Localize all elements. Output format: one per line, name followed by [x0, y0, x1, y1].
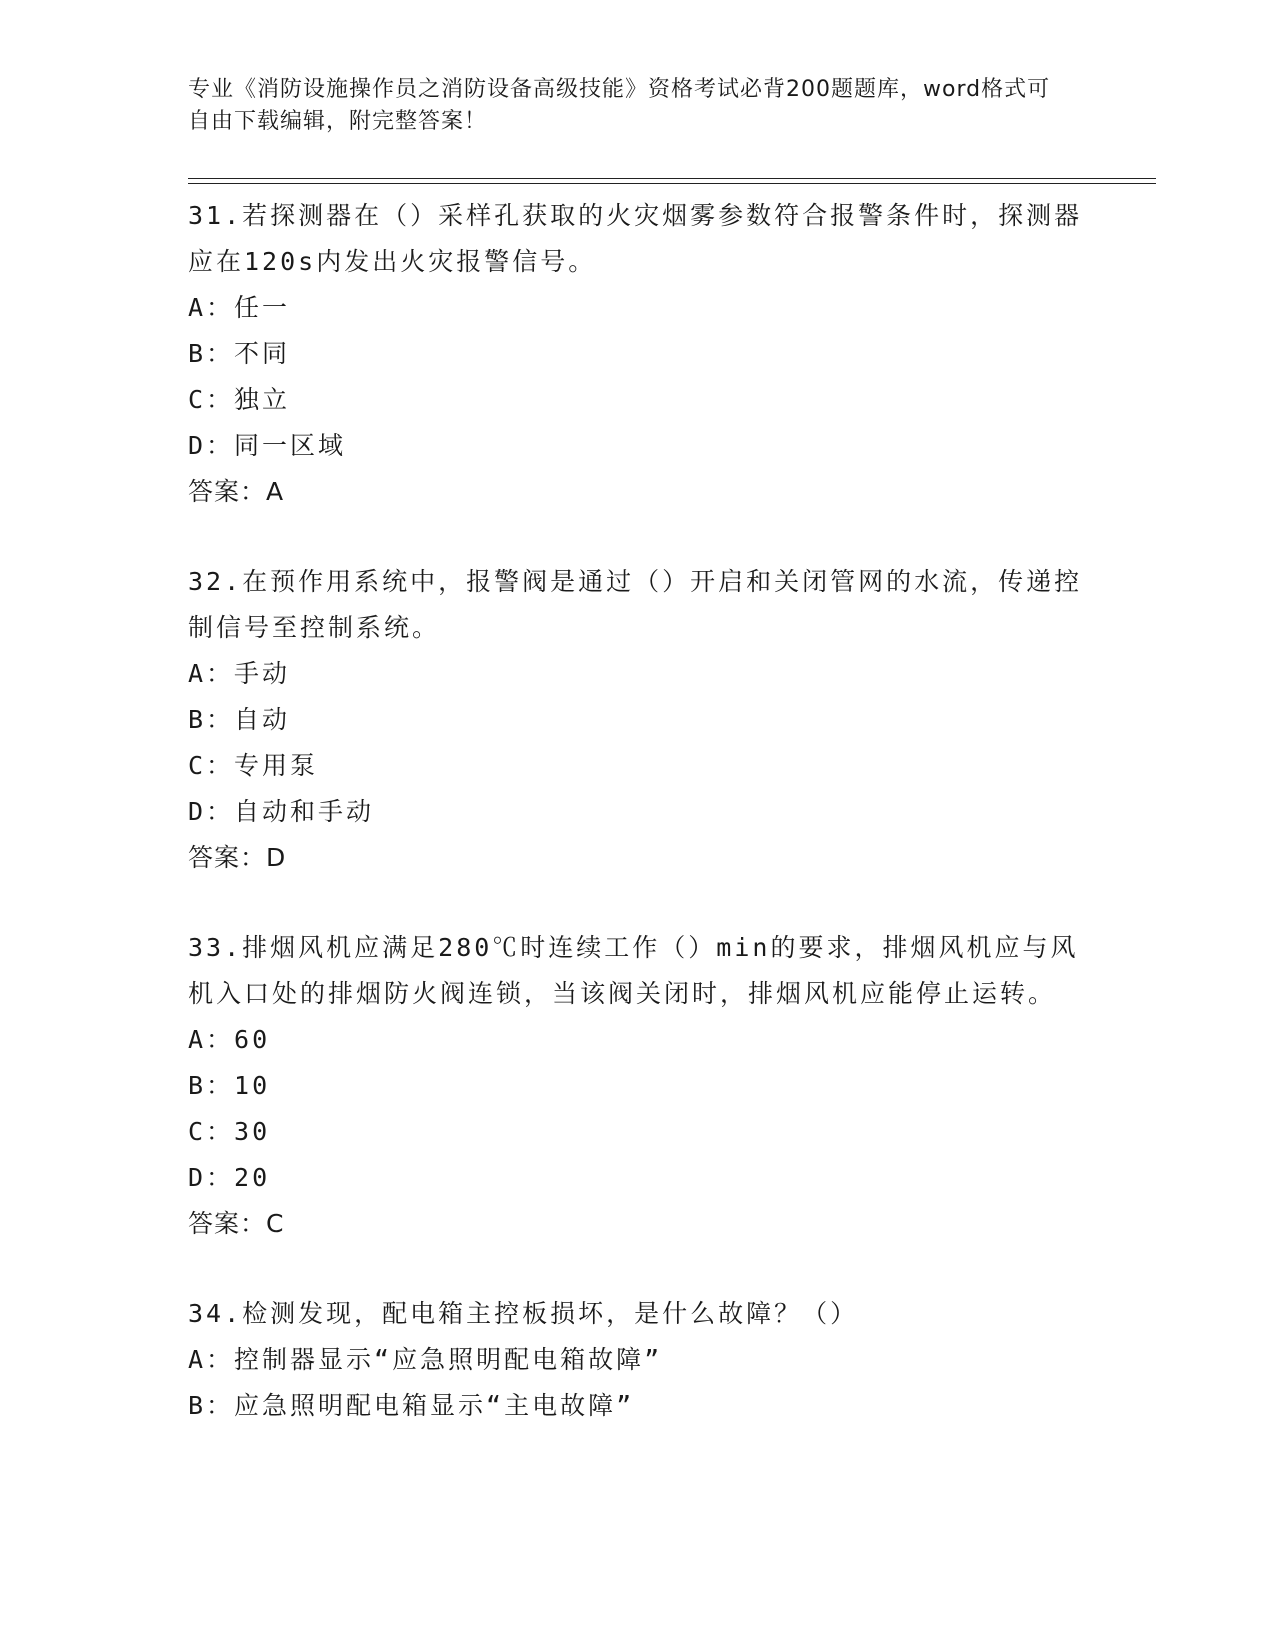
question-list	[188, 193, 1088, 1429]
option-c: C：专用泵	[188, 751, 319, 780]
question-34	[188, 1291, 1088, 1429]
option-b: B：不同	[188, 339, 291, 368]
answer-line: 答案：C	[188, 1209, 285, 1238]
option-b: B：自动	[188, 705, 291, 734]
question-33	[188, 925, 1088, 1247]
option-d: D：20	[188, 1163, 271, 1192]
option-c: C：独立	[188, 385, 291, 414]
question-text: 34.检测发现，配电箱主控板损坏，是什么故障？（）	[188, 1299, 859, 1328]
option-b: B：10	[188, 1071, 271, 1100]
question-31	[188, 193, 1088, 515]
option-a: A：手动	[188, 659, 291, 688]
answer-line: 答案：D	[188, 843, 287, 872]
question-32	[188, 559, 1088, 881]
option-a: A：60	[188, 1025, 271, 1054]
question-text: 32.在预作用系统中，报警阀是通过（）开启和关闭管网的水流，传递控制信号至控制系统。	[188, 567, 1083, 642]
question-spacer	[188, 881, 1088, 925]
option-c: C：30	[188, 1117, 271, 1146]
option-a: A：任一	[188, 293, 291, 322]
question-text: 31.若探测器在（）采样孔获取的火灾烟雾参数符合报警条件时，探测器应在120s内发出火灾报警信号。	[188, 201, 1083, 276]
option-a: A：控制器显示“应急照明配电箱故障”	[188, 1345, 663, 1374]
option-d: D：同一区域	[188, 431, 347, 460]
question-text: 33.排烟风机应满足280℃时连续工作（）min的要求，排烟风机应与风机入口处的排烟防火阀连锁，当该阀关闭时，排烟风机应能停止运转。	[188, 933, 1079, 1008]
question-spacer	[188, 1247, 1088, 1291]
header-divider-bottom	[188, 183, 1156, 184]
option-d: D：自动和手动	[188, 797, 375, 826]
answer-line: 答案：A	[188, 477, 285, 506]
document-intro: 专业《消防设施操作员之消防设备高级技能》资格考试必背200题题库，word格式可自由下载编辑，附完整答案！	[188, 77, 1051, 134]
question-spacer	[188, 515, 1088, 559]
header-divider-top	[188, 178, 1156, 179]
option-b: B：应急照明配电箱显示“主电故障”	[188, 1391, 635, 1420]
